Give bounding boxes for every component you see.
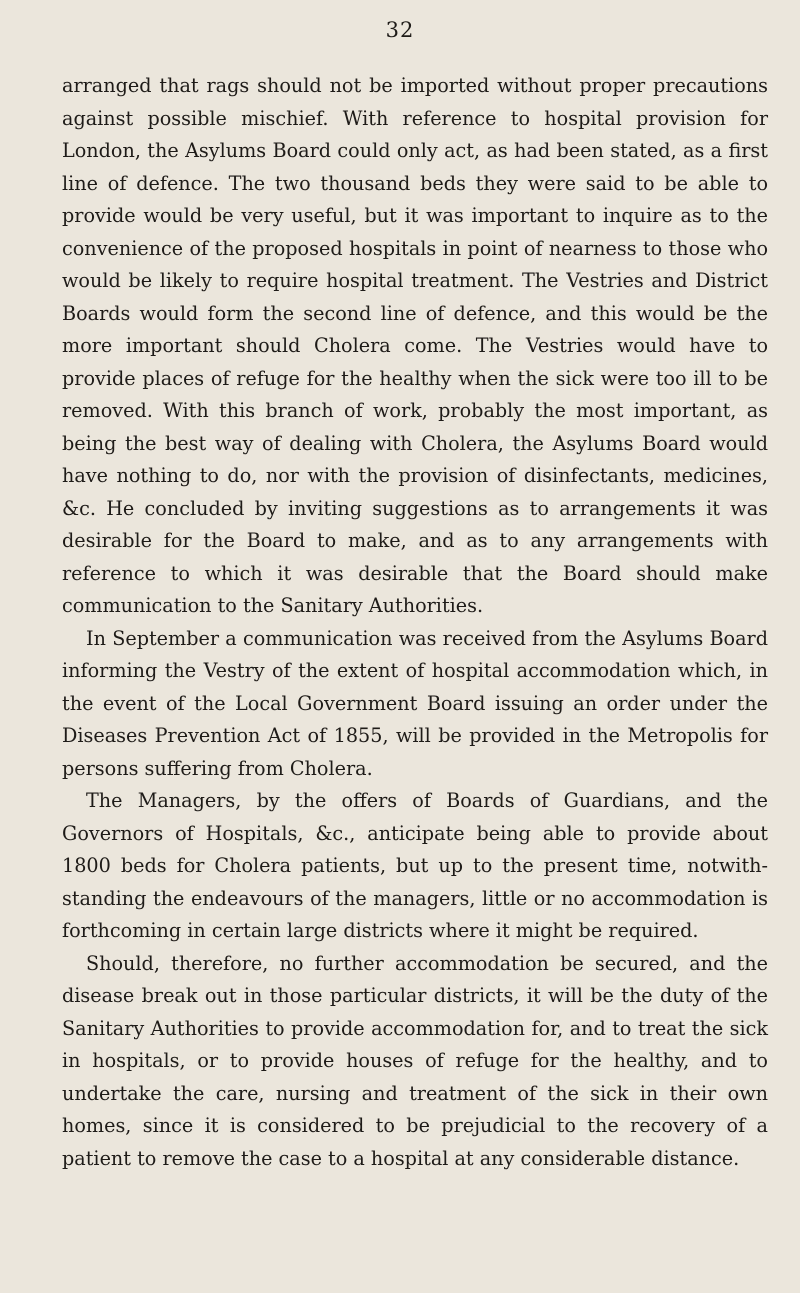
paragraph-2: In September a communication was received from the Asylums Board informing the Vestry of the extent of hospital accommodation which, in the event of the Local Government Board issuing an order under the Diseases Prevention Act of 1855, will be provided in the Metropolis for persons suffering from Cholera. [62,626,768,780]
paragraph-3: The Managers, by the offers of Boards of Guardians, and the Governors of Hospitals, &c., anticipate being able to provide about 1800 beds for Cholera patients, but up to the present time, notwith-standing the endeavours of the managers, little or no accommodation is forthcoming in certain large districts where it might be required. [62,789,768,942]
body-text [62,70,768,1175]
paragraph-4: Should, therefore, no further accommodation be secured, and the disease break out in those particular districts, it will be the duty of the Sanitary Authorities to provide accommodation for, and to treat the sick in hospitals, or to provide houses of refuge for the healthy, and to undertake the care, nursing and treatment of the sick in their own homes, since it is considered to be prejudicial to the recovery of a patient to remove the case to a hospital at any considerable distance. [62,951,768,1170]
page-number: 32 [385,18,415,42]
paragraph-1: arranged that rags should not be imported without proper precautions against possible mischief. With reference to hospital provision for London, the Asylums Board could only act, as had been stated, as a first line of defence. The two thousand beds they were said to be able to provide would be very useful, but it was important to inquire as to the convenience of the proposed hospitals in point of nearness to those who would be likely to require hospital treatment. The Vestries and District Boards would form the second line of defence, and this would be the more important should Cholera come. The Vestries would have to provide places of refuge for the healthy when the sick were too ill to be removed. With this branch of work, probably the most important, as being the best way of dealing with Cholera, the Asylums Board would have nothing to do, nor with the provision of disinfectants, medicines, &c. He concluded by inviting suggestions as to arrangements it was desirable for the Board to make, and as to any arrangements with reference to which it was desirable that the Board should make communication to the Sanitary Authorities. [62,74,768,617]
